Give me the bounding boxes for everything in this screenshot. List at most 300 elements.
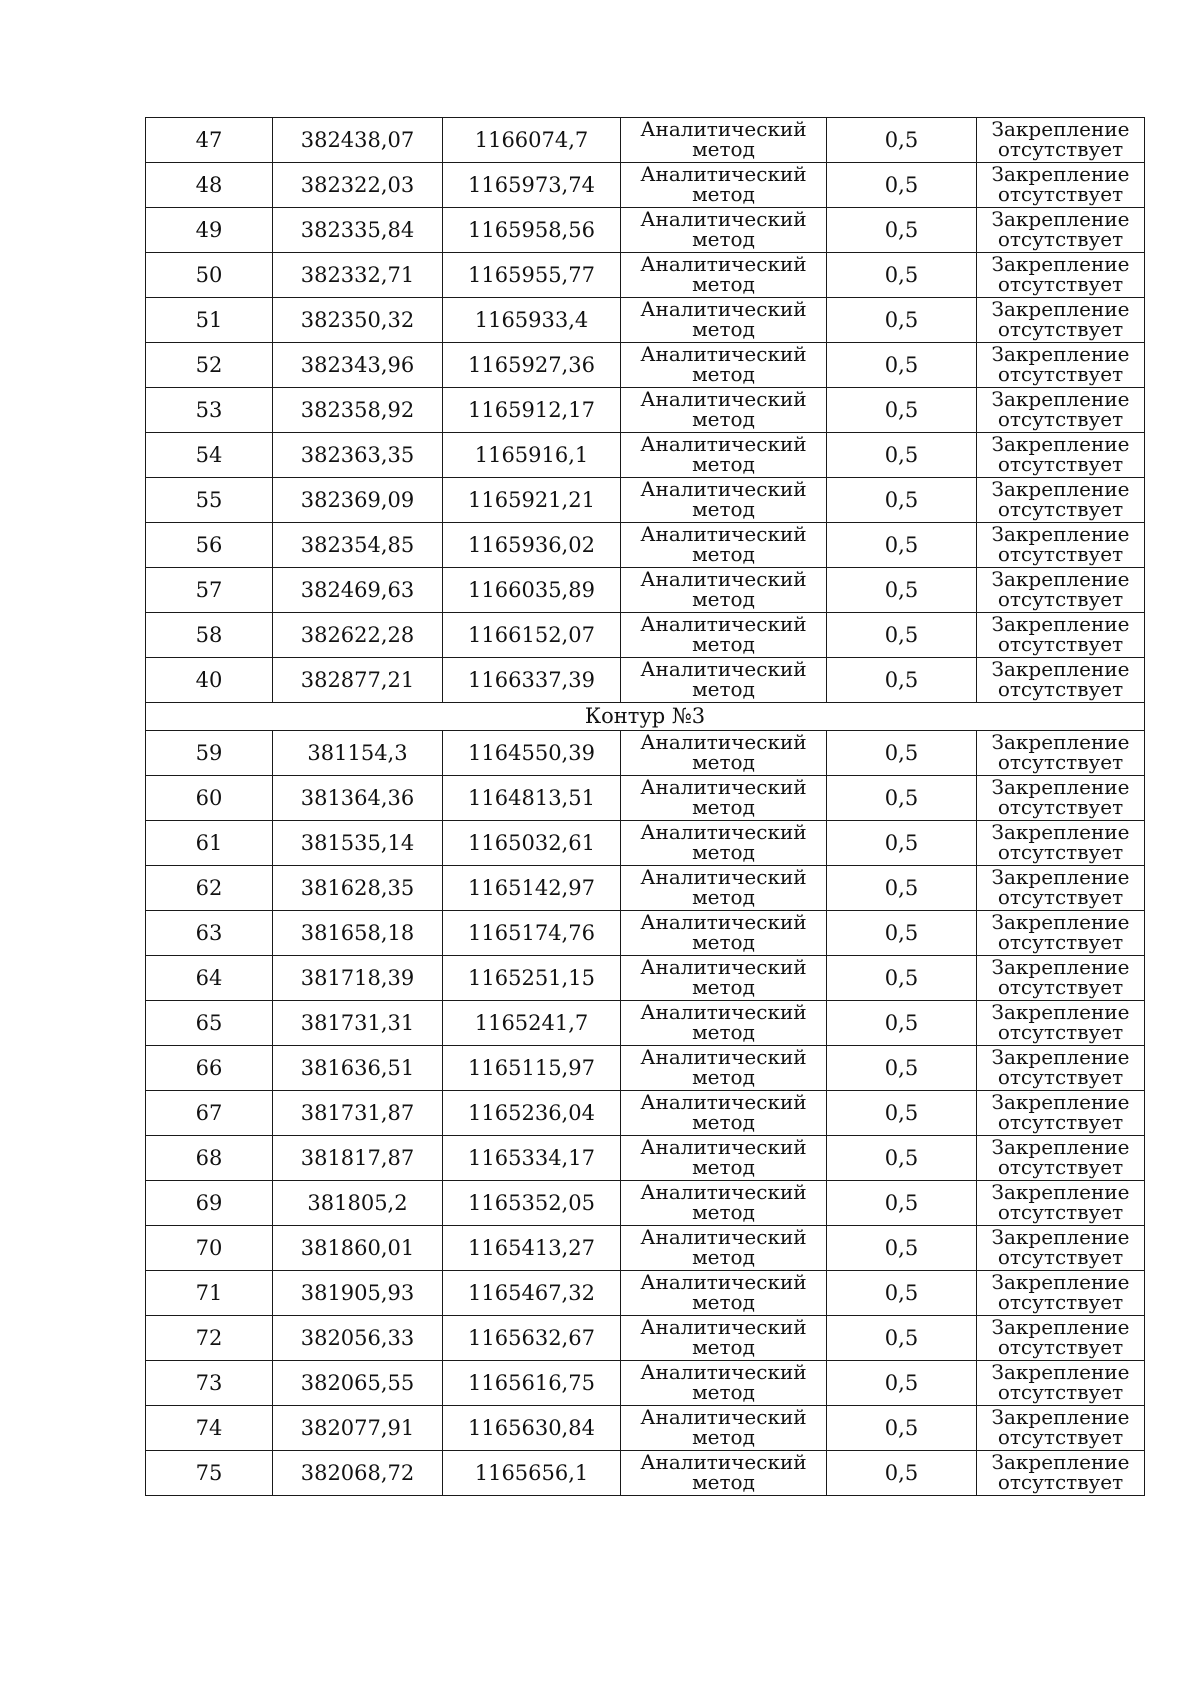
y-coordinate-cell: 1165916,1 bbox=[443, 433, 621, 478]
method-text-line: метод bbox=[692, 1200, 755, 1224]
table-row bbox=[146, 866, 1145, 911]
method-text-line: метод bbox=[692, 452, 755, 476]
method-text-line: метод bbox=[692, 930, 755, 954]
table-row bbox=[146, 956, 1145, 1001]
accuracy-cell: 0,5 bbox=[827, 1451, 977, 1496]
method-text-line: метод bbox=[692, 750, 755, 774]
fixing-text-line: Закрепление bbox=[991, 865, 1130, 890]
table-row bbox=[146, 1406, 1145, 1451]
accuracy-cell: 0,5 bbox=[827, 568, 977, 613]
accuracy-cell: 0,5 bbox=[827, 118, 977, 163]
accuracy-cell: 0,5 bbox=[827, 1361, 977, 1406]
y-coordinate-cell: 1165955,77 bbox=[443, 253, 621, 298]
fixing-cell bbox=[977, 1001, 1145, 1046]
fixing-text-line: отсутствует bbox=[997, 975, 1124, 999]
fixing-text-line: Закрепление bbox=[991, 1000, 1130, 1025]
method-text-line: Аналитический bbox=[640, 342, 807, 367]
point-number-cell: 53 bbox=[146, 388, 273, 433]
x-coordinate-cell: 381805,2 bbox=[273, 1181, 443, 1226]
table-row bbox=[146, 1091, 1145, 1136]
accuracy-cell: 0,5 bbox=[827, 1406, 977, 1451]
method-cell bbox=[621, 433, 827, 478]
fixing-cell bbox=[977, 1136, 1145, 1181]
fixing-text-line: Закрепление bbox=[991, 1360, 1130, 1385]
method-text-line: Аналитический bbox=[640, 955, 807, 980]
fixing-cell bbox=[977, 523, 1145, 568]
method-cell bbox=[621, 1181, 827, 1226]
table-row bbox=[146, 118, 1145, 163]
method-text-line: метод bbox=[692, 1020, 755, 1044]
method-cell bbox=[621, 956, 827, 1001]
fixing-text-line: отсутствует bbox=[997, 1245, 1124, 1269]
fixing-cell bbox=[977, 478, 1145, 523]
y-coordinate-cell: 1165958,56 bbox=[443, 208, 621, 253]
y-coordinate-cell: 1165467,32 bbox=[443, 1271, 621, 1316]
method-text-line: Аналитический bbox=[640, 1045, 807, 1070]
method-text-line: Аналитический bbox=[640, 567, 807, 592]
accuracy-cell: 0,5 bbox=[827, 163, 977, 208]
x-coordinate-cell: 381731,31 bbox=[273, 1001, 443, 1046]
x-coordinate-cell: 382877,21 bbox=[273, 658, 443, 703]
y-coordinate-cell: 1165413,27 bbox=[443, 1226, 621, 1271]
fixing-text-line: отсутствует bbox=[997, 750, 1124, 774]
method-cell bbox=[621, 343, 827, 388]
method-cell bbox=[621, 911, 827, 956]
x-coordinate-cell: 381636,51 bbox=[273, 1046, 443, 1091]
accuracy-cell: 0,5 bbox=[827, 1136, 977, 1181]
table-row bbox=[146, 568, 1145, 613]
point-number-cell: 62 bbox=[146, 866, 273, 911]
y-coordinate-cell: 1165174,76 bbox=[443, 911, 621, 956]
fixing-text-line: отсутствует bbox=[997, 542, 1124, 566]
table-row bbox=[146, 1046, 1145, 1091]
fixing-text-line: Закрепление bbox=[991, 117, 1130, 142]
y-coordinate-cell: 1165352,05 bbox=[443, 1181, 621, 1226]
fixing-text-line: Закрепление bbox=[991, 955, 1130, 980]
x-coordinate-cell: 381731,87 bbox=[273, 1091, 443, 1136]
method-text-line: метод bbox=[692, 1470, 755, 1494]
point-number-cell: 59 bbox=[146, 731, 273, 776]
point-number-cell: 58 bbox=[146, 613, 273, 658]
method-text-line: метод bbox=[692, 362, 755, 386]
method-text-line: Аналитический bbox=[640, 387, 807, 412]
point-number-cell: 60 bbox=[146, 776, 273, 821]
accuracy-cell: 0,5 bbox=[827, 1091, 977, 1136]
method-cell bbox=[621, 731, 827, 776]
method-text-line: Аналитический bbox=[640, 1270, 807, 1295]
fixing-text-line: отсутствует bbox=[997, 587, 1124, 611]
fixing-text-line: отсутствует bbox=[997, 632, 1124, 656]
fixing-text-line: отсутствует bbox=[997, 677, 1124, 701]
accuracy-cell: 0,5 bbox=[827, 433, 977, 478]
accuracy-cell: 0,5 bbox=[827, 478, 977, 523]
fixing-text-line: Закрепление bbox=[991, 1225, 1130, 1250]
fixing-text-line: отсутствует bbox=[997, 1290, 1124, 1314]
table-row bbox=[146, 208, 1145, 253]
accuracy-cell: 0,5 bbox=[827, 658, 977, 703]
accuracy-cell: 0,5 bbox=[827, 613, 977, 658]
fixing-text-line: отсутствует bbox=[997, 1425, 1124, 1449]
x-coordinate-cell: 381905,93 bbox=[273, 1271, 443, 1316]
point-number-cell: 47 bbox=[146, 118, 273, 163]
point-number-cell: 74 bbox=[146, 1406, 273, 1451]
method-text-line: Аналитический bbox=[640, 1225, 807, 1250]
y-coordinate-cell: 1165927,36 bbox=[443, 343, 621, 388]
point-number-cell: 61 bbox=[146, 821, 273, 866]
fixing-text-line: отсутствует bbox=[997, 1200, 1124, 1224]
x-coordinate-cell: 382077,91 bbox=[273, 1406, 443, 1451]
method-text-line: Аналитический bbox=[640, 432, 807, 457]
fixing-text-line: Закрепление bbox=[991, 1405, 1130, 1430]
x-coordinate-cell: 382056,33 bbox=[273, 1316, 443, 1361]
fixing-text-line: отсутствует bbox=[997, 452, 1124, 476]
method-text-line: Аналитический bbox=[640, 612, 807, 637]
method-text-line: метод bbox=[692, 1425, 755, 1449]
method-cell bbox=[621, 613, 827, 658]
point-number-cell: 56 bbox=[146, 523, 273, 568]
fixing-text-line: Закрепление bbox=[991, 522, 1130, 547]
point-number-cell: 68 bbox=[146, 1136, 273, 1181]
fixing-text-line: Закрепление bbox=[991, 730, 1130, 755]
y-coordinate-cell: 1166074,7 bbox=[443, 118, 621, 163]
method-text-line: Аналитический bbox=[640, 820, 807, 845]
fixing-text-line: Закрепление bbox=[991, 297, 1130, 322]
fixing-cell bbox=[977, 253, 1145, 298]
y-coordinate-cell: 1165142,97 bbox=[443, 866, 621, 911]
method-text-line: Аналитический bbox=[640, 657, 807, 682]
method-text-line: метод bbox=[692, 497, 755, 521]
fixing-text-line: Закрепление bbox=[991, 207, 1130, 232]
method-text-line: метод bbox=[692, 885, 755, 909]
fixing-text-line: отсутствует bbox=[997, 1335, 1124, 1359]
accuracy-cell: 0,5 bbox=[827, 253, 977, 298]
table-row bbox=[146, 658, 1145, 703]
method-text-line: Аналитический bbox=[640, 1135, 807, 1160]
fixing-text-line: отсутствует bbox=[997, 227, 1124, 251]
fixing-text-line: отсутствует bbox=[997, 407, 1124, 431]
x-coordinate-cell: 381535,14 bbox=[273, 821, 443, 866]
fixing-text-line: отсутствует bbox=[997, 317, 1124, 341]
point-number-cell: 69 bbox=[146, 1181, 273, 1226]
y-coordinate-cell: 1165630,84 bbox=[443, 1406, 621, 1451]
y-coordinate-cell: 1165251,15 bbox=[443, 956, 621, 1001]
method-text-line: Аналитический bbox=[640, 162, 807, 187]
point-number-cell: 70 bbox=[146, 1226, 273, 1271]
x-coordinate-cell: 382358,92 bbox=[273, 388, 443, 433]
table-row bbox=[146, 1316, 1145, 1361]
method-cell bbox=[621, 866, 827, 911]
y-coordinate-cell: 1165334,17 bbox=[443, 1136, 621, 1181]
point-number-cell: 75 bbox=[146, 1451, 273, 1496]
point-number-cell: 50 bbox=[146, 253, 273, 298]
point-number-cell: 51 bbox=[146, 298, 273, 343]
point-number-cell: 40 bbox=[146, 658, 273, 703]
x-coordinate-cell: 381628,35 bbox=[273, 866, 443, 911]
fixing-text-line: отсутствует bbox=[997, 1380, 1124, 1404]
x-coordinate-cell: 382068,72 bbox=[273, 1451, 443, 1496]
accuracy-cell: 0,5 bbox=[827, 1001, 977, 1046]
fixing-cell bbox=[977, 613, 1145, 658]
method-text-line: метод bbox=[692, 795, 755, 819]
x-coordinate-cell: 381860,01 bbox=[273, 1226, 443, 1271]
fixing-cell bbox=[977, 956, 1145, 1001]
y-coordinate-cell: 1165973,74 bbox=[443, 163, 621, 208]
x-coordinate-cell: 382354,85 bbox=[273, 523, 443, 568]
accuracy-cell: 0,5 bbox=[827, 1316, 977, 1361]
x-coordinate-cell: 381718,39 bbox=[273, 956, 443, 1001]
point-number-cell: 65 bbox=[146, 1001, 273, 1046]
method-text-line: метод bbox=[692, 1155, 755, 1179]
fixing-cell bbox=[977, 1451, 1145, 1496]
method-cell bbox=[621, 568, 827, 613]
method-cell bbox=[621, 1451, 827, 1496]
method-text-line: Аналитический bbox=[640, 522, 807, 547]
table-row bbox=[146, 478, 1145, 523]
accuracy-cell: 0,5 bbox=[827, 388, 977, 433]
method-cell bbox=[621, 208, 827, 253]
coordinates-table bbox=[145, 117, 1145, 1496]
accuracy-cell: 0,5 bbox=[827, 343, 977, 388]
fixing-text-line: Закрепление bbox=[991, 162, 1130, 187]
fixing-cell bbox=[977, 1316, 1145, 1361]
method-text-line: метод bbox=[692, 587, 755, 611]
method-text-line: метод bbox=[692, 227, 755, 251]
point-number-cell: 49 bbox=[146, 208, 273, 253]
point-number-cell: 66 bbox=[146, 1046, 273, 1091]
fixing-text-line: отсутствует bbox=[997, 930, 1124, 954]
accuracy-cell: 0,5 bbox=[827, 208, 977, 253]
method-text-line: метод bbox=[692, 317, 755, 341]
table-row bbox=[146, 1451, 1145, 1496]
method-cell bbox=[621, 523, 827, 568]
fixing-text-line: Закрепление bbox=[991, 567, 1130, 592]
method-text-line: метод bbox=[692, 975, 755, 999]
method-text-line: метод bbox=[692, 1290, 755, 1314]
fixing-text-line: Закрепление bbox=[991, 342, 1130, 367]
fixing-text-line: Закрепление bbox=[991, 1135, 1130, 1160]
method-text-line: метод bbox=[692, 1380, 755, 1404]
table-row bbox=[146, 433, 1145, 478]
method-text-line: Аналитический bbox=[640, 730, 807, 755]
method-cell bbox=[621, 118, 827, 163]
y-coordinate-cell: 1165236,04 bbox=[443, 1091, 621, 1136]
method-text-line: Аналитический bbox=[640, 1450, 807, 1475]
x-coordinate-cell: 382469,63 bbox=[273, 568, 443, 613]
method-cell bbox=[621, 1226, 827, 1271]
table-row bbox=[146, 1271, 1145, 1316]
method-text-line: Аналитический bbox=[640, 477, 807, 502]
fixing-cell bbox=[977, 163, 1145, 208]
method-cell bbox=[621, 821, 827, 866]
fixing-text-line: Закрепление bbox=[991, 1450, 1130, 1475]
method-text-line: метод bbox=[692, 407, 755, 431]
fixing-cell bbox=[977, 866, 1145, 911]
accuracy-cell: 0,5 bbox=[827, 1046, 977, 1091]
fixing-text-line: Закрепление bbox=[991, 657, 1130, 682]
method-text-line: Аналитический bbox=[640, 207, 807, 232]
y-coordinate-cell: 1165656,1 bbox=[443, 1451, 621, 1496]
method-cell bbox=[621, 1271, 827, 1316]
point-number-cell: 72 bbox=[146, 1316, 273, 1361]
x-coordinate-cell: 382343,96 bbox=[273, 343, 443, 388]
fixing-text-line: Закрепление bbox=[991, 820, 1130, 845]
fixing-cell bbox=[977, 1226, 1145, 1271]
accuracy-cell: 0,5 bbox=[827, 911, 977, 956]
fixing-text-line: отсутствует bbox=[997, 1470, 1124, 1494]
fixing-cell bbox=[977, 388, 1145, 433]
table-row bbox=[146, 731, 1145, 776]
method-text-line: Аналитический bbox=[640, 1090, 807, 1115]
accuracy-cell: 0,5 bbox=[827, 866, 977, 911]
y-coordinate-cell: 1164813,51 bbox=[443, 776, 621, 821]
fixing-cell bbox=[977, 1181, 1145, 1226]
method-cell bbox=[621, 1361, 827, 1406]
point-number-cell: 48 bbox=[146, 163, 273, 208]
method-cell bbox=[621, 388, 827, 433]
fixing-cell bbox=[977, 776, 1145, 821]
y-coordinate-cell: 1165241,7 bbox=[443, 1001, 621, 1046]
fixing-text-line: Закрепление bbox=[991, 1270, 1130, 1295]
table-row bbox=[146, 388, 1145, 433]
method-text-line: Аналитический bbox=[640, 1315, 807, 1340]
table-row bbox=[146, 163, 1145, 208]
method-text-line: метод bbox=[692, 182, 755, 206]
contour-section-row bbox=[146, 703, 1145, 731]
fixing-text-line: отсутствует bbox=[997, 272, 1124, 296]
fixing-cell bbox=[977, 1271, 1145, 1316]
method-text-line: метод bbox=[692, 840, 755, 864]
y-coordinate-cell: 1164550,39 bbox=[443, 731, 621, 776]
method-cell bbox=[621, 1136, 827, 1181]
fixing-text-line: Закрепление bbox=[991, 477, 1130, 502]
point-number-cell: 52 bbox=[146, 343, 273, 388]
x-coordinate-cell: 381364,36 bbox=[273, 776, 443, 821]
fixing-text-line: Закрепление bbox=[991, 1090, 1130, 1115]
method-text-line: Аналитический bbox=[640, 297, 807, 322]
x-coordinate-cell: 382622,28 bbox=[273, 613, 443, 658]
method-text-line: метод bbox=[692, 677, 755, 701]
point-number-cell: 55 bbox=[146, 478, 273, 523]
method-text-line: Аналитический bbox=[640, 775, 807, 800]
method-cell bbox=[621, 253, 827, 298]
method-text-line: Аналитический bbox=[640, 252, 807, 277]
fixing-text-line: Закрепление bbox=[991, 432, 1130, 457]
contour-section-title: Контур №3 bbox=[146, 703, 1145, 731]
method-text-line: Аналитический bbox=[640, 1180, 807, 1205]
method-text-line: метод bbox=[692, 542, 755, 566]
y-coordinate-cell: 1165921,21 bbox=[443, 478, 621, 523]
table-row bbox=[146, 1181, 1145, 1226]
fixing-text-line: Закрепление bbox=[991, 910, 1130, 935]
table-row bbox=[146, 821, 1145, 866]
x-coordinate-cell: 382350,32 bbox=[273, 298, 443, 343]
fixing-cell bbox=[977, 433, 1145, 478]
y-coordinate-cell: 1165936,02 bbox=[443, 523, 621, 568]
method-cell bbox=[621, 1001, 827, 1046]
accuracy-cell: 0,5 bbox=[827, 731, 977, 776]
method-cell bbox=[621, 298, 827, 343]
method-text-line: метод bbox=[692, 1335, 755, 1359]
fixing-cell bbox=[977, 821, 1145, 866]
x-coordinate-cell: 382335,84 bbox=[273, 208, 443, 253]
point-number-cell: 57 bbox=[146, 568, 273, 613]
method-cell bbox=[621, 1406, 827, 1451]
table-row bbox=[146, 1226, 1145, 1271]
fixing-cell bbox=[977, 658, 1145, 703]
table-row bbox=[146, 776, 1145, 821]
accuracy-cell: 0,5 bbox=[827, 1226, 977, 1271]
x-coordinate-cell: 382065,55 bbox=[273, 1361, 443, 1406]
method-text-line: Аналитический bbox=[640, 1405, 807, 1430]
fixing-cell bbox=[977, 1046, 1145, 1091]
method-text-line: Аналитический bbox=[640, 1000, 807, 1025]
fixing-text-line: отсутствует bbox=[997, 497, 1124, 521]
table-row bbox=[146, 1136, 1145, 1181]
fixing-text-line: Закрепление bbox=[991, 252, 1130, 277]
fixing-cell bbox=[977, 1361, 1145, 1406]
fixing-cell bbox=[977, 208, 1145, 253]
x-coordinate-cell: 382332,71 bbox=[273, 253, 443, 298]
coordinates-table-body bbox=[146, 118, 1145, 1496]
point-number-cell: 63 bbox=[146, 911, 273, 956]
fixing-text-line: отсутствует bbox=[997, 795, 1124, 819]
accuracy-cell: 0,5 bbox=[827, 956, 977, 1001]
method-cell bbox=[621, 1091, 827, 1136]
table-row bbox=[146, 911, 1145, 956]
y-coordinate-cell: 1165115,97 bbox=[443, 1046, 621, 1091]
accuracy-cell: 0,5 bbox=[827, 523, 977, 568]
fixing-text-line: Закрепление bbox=[991, 775, 1130, 800]
method-text-line: Аналитический bbox=[640, 865, 807, 890]
fixing-text-line: Закрепление bbox=[991, 1045, 1130, 1070]
method-cell bbox=[621, 163, 827, 208]
method-text-line: метод bbox=[692, 632, 755, 656]
fixing-text-line: отсутствует bbox=[997, 840, 1124, 864]
method-cell bbox=[621, 776, 827, 821]
table-row bbox=[146, 343, 1145, 388]
method-text-line: метод bbox=[692, 272, 755, 296]
fixing-cell bbox=[977, 911, 1145, 956]
table-row bbox=[146, 298, 1145, 343]
table-row bbox=[146, 613, 1145, 658]
fixing-cell bbox=[977, 118, 1145, 163]
fixing-cell bbox=[977, 1091, 1145, 1136]
y-coordinate-cell: 1165632,67 bbox=[443, 1316, 621, 1361]
x-coordinate-cell: 381154,3 bbox=[273, 731, 443, 776]
fixing-text-line: отсутствует bbox=[997, 362, 1124, 386]
method-text-line: Аналитический bbox=[640, 1360, 807, 1385]
x-coordinate-cell: 382369,09 bbox=[273, 478, 443, 523]
point-number-cell: 73 bbox=[146, 1361, 273, 1406]
point-number-cell: 71 bbox=[146, 1271, 273, 1316]
fixing-text-line: отсутствует bbox=[997, 1155, 1124, 1179]
fixing-cell bbox=[977, 1406, 1145, 1451]
fixing-text-line: отсутствует bbox=[997, 137, 1124, 161]
x-coordinate-cell: 382363,35 bbox=[273, 433, 443, 478]
fixing-text-line: Закрепление bbox=[991, 1315, 1130, 1340]
x-coordinate-cell: 382322,03 bbox=[273, 163, 443, 208]
method-cell bbox=[621, 1046, 827, 1091]
table-row bbox=[146, 1361, 1145, 1406]
method-text-line: метод bbox=[692, 1245, 755, 1269]
fixing-cell bbox=[977, 343, 1145, 388]
y-coordinate-cell: 1165933,4 bbox=[443, 298, 621, 343]
fixing-text-line: Закрепление bbox=[991, 387, 1130, 412]
method-cell bbox=[621, 478, 827, 523]
y-coordinate-cell: 1165912,17 bbox=[443, 388, 621, 433]
method-cell bbox=[621, 1316, 827, 1361]
y-coordinate-cell: 1166337,39 bbox=[443, 658, 621, 703]
